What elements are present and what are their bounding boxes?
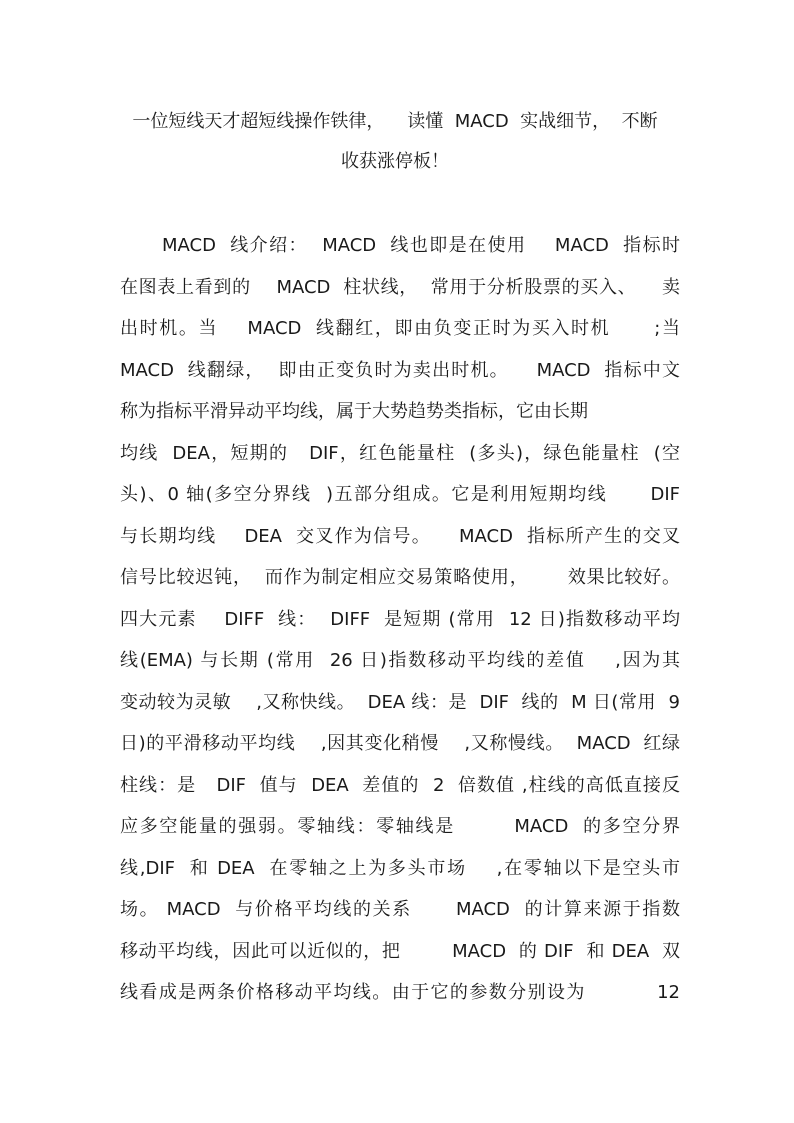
body-line: 线(EMA) 与长期 (常用 26 日)指数移动平均线的差值 ,因为其	[120, 650, 680, 671]
body-line: 柱线：是 DIF 值与 DEA 差值的 2 倍数值 ,柱线的高低直接反	[120, 774, 680, 796]
body-line: 头)、0 轴(多空分界线 )五部分组成。它是利用短期均线 DIF	[120, 484, 680, 505]
body-line: 场。 MACD 与价格平均线的关系 MACD 的计算来源于指数	[120, 899, 680, 920]
document-body	[120, 232, 680, 1021]
body-line: 称为指标平滑异动平均线，属于大势趋势类指标，它由长期	[120, 401, 588, 422]
body-line: 与长期均线 DEA 交叉作为信号。 MACD 指标所产生的交叉	[120, 525, 680, 547]
body-line: 在图表上看到的 MACD 柱状线， 常用于分析股票的买入、 卖	[120, 276, 680, 298]
body-line: MACD 线翻绿， 即由正变负时为卖出时机。 MACD 指标中文	[120, 359, 680, 381]
body-line: 变动较为灵敏 ,又称快线。 DEA 线：是 DIF 线的 M 日(常用 9	[120, 691, 680, 713]
body-line: MACD 线介绍： MACD 线也即是在使用 MACD 指标时	[162, 235, 680, 256]
body-line: 移动平均线，因此可以近似的，把 MACD 的 DIF 和 DEA 双	[120, 940, 680, 962]
body-line: 应多空能量的强弱。零轴线：零轴线是 MACD 的多空分界	[120, 816, 680, 837]
body-line: 信号比较迟钝， 而作为制定相应交易策略使用， 效果比较好。	[120, 567, 680, 588]
document-title-line-1: 一位短线天才超短线操作铁律， 读懂 MACD 实战细节， 不断	[132, 111, 658, 132]
body-line: 日)的平滑移动平均线 ,因其变化稍慢 ,又称慢线。 MACD 红绿	[120, 733, 680, 754]
body-line: 线,DIF 和 DEA 在零轴之上为多头市场 ,在零轴以下是空头市	[120, 857, 680, 879]
body-line: 四大元素 DIFF 线： DIFF 是短期 (常用 12 日)指数移动平均	[120, 608, 680, 630]
body-line: 线看成是两条价格移动平均线。由于它的参数分别设为 12	[120, 982, 680, 1003]
body-line: 均线 DEA，短期的 DIF，红色能量柱 (多头)，绿色能量柱 (空	[120, 442, 680, 464]
body-line: 出时机。当 MACD 线翻红，即由负变正时为买入时机 ;当	[120, 318, 680, 339]
document-title-line-2: 收获涨停板！	[341, 151, 449, 172]
